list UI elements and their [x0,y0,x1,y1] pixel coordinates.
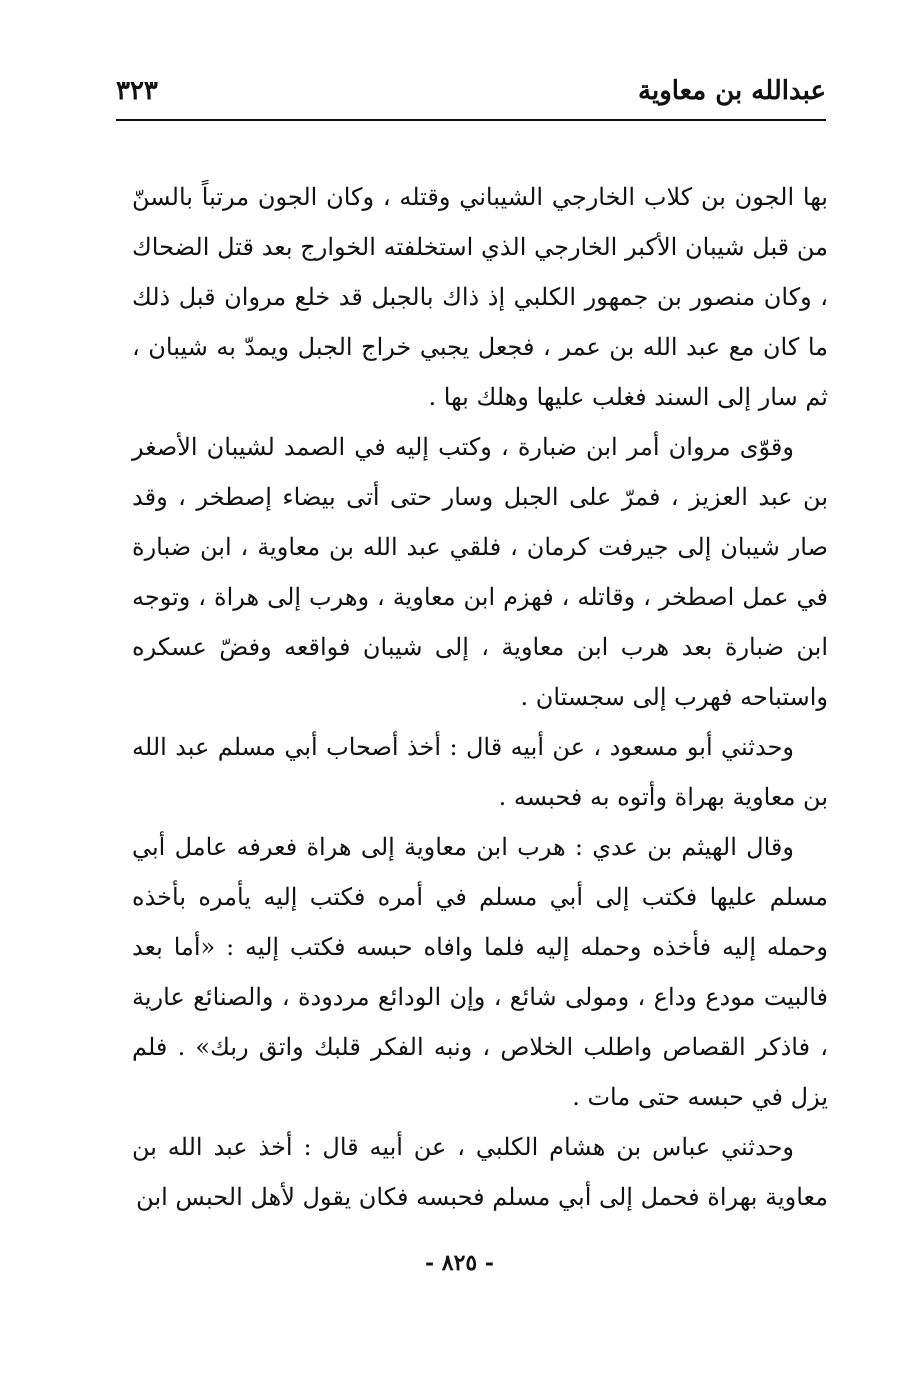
footer-page-number: - ٨٢٥ - [424,1250,495,1276]
main-text [132,172,828,1222]
paragraph-4: وقال الهيثم بن عدي : هرب ابن معاوية إلى هراة فعرفه عامل أبي مسلم عليها فكتب إلى أبي مسلم في أمره فكتب إليه يأمره بأخذه وحمله إليه فأخذه وحمله إليه فلما وافاه حبسه فكتب إليه : «أما بعد فالبيت مودع وداع ، ومولى شائع ، وإن الودائع مردودة ، والصنائع عارية ، فاذكر القصاص واطلب الخلاص ، ونبه الفكر قلبك واتق ربك» . فلم يزل في حبسه حتى مات . [132,833,828,1111]
paragraph-3: وحدثني أبو مسعود ، عن أبيه قال : أخذ أصحاب أبي مسلم عبد الله بن معاوية بهراة وأتوه به فحبسه . [132,733,828,811]
running-title: عبدالله بن معاوية [638,76,826,106]
paragraph-1: بها الجون بن كلاب الخارجي الشيباني وقتله ، وكان الجون مرتباً بالسنّ من قبل شيبان الأكبر الخارجي الذي استخلفته الخوارج بعد قتل الضحاك ، وكان منصور بن جمهور الكلبي إذ ذاك بالجبل قد خلع مروان قبل ذلك ما كان مع عبد الله بن عمر ، فجعل يجبي خراج الجبل ويمدّ به شيبان ، ثم سار إلى السند فغلب عليها وهلك بها . [132,183,828,411]
header-divider [116,119,826,121]
paragraph-5: وحدثني عباس بن هشام الكلبي ، عن أبيه قال : أخذ عبد الله بن معاوية بهراة فحمل إلى أبي مسلم فحبسه فكان يقول لأهل الحبس ابن [132,1133,828,1211]
running-header [116,72,826,122]
header-page-number: ٣٢٣ [116,76,158,106]
paragraph-2: وقوّى مروان أمر ابن ضبارة ، وكتب إليه في الصمد لشيبان الأصغر بن عبد العزيز ، فمرّ على الجبل وسار حتى أتى بيضاء إصطخر ، وقد صار شيبان إلى جيرفت كرمان ، فلقي عبد الله بن معاوية ، ابن ضبارة في عمل اصطخر ، وقاتله ، فهزم ابن معاوية ، وهرب إلى هراة ، وتوجه ابن ضبارة بعد هرب ابن معاوية ، إلى شيبان فواقعه وفضّ عسكره واستباحه فهرب إلى سجستان . [132,433,829,711]
